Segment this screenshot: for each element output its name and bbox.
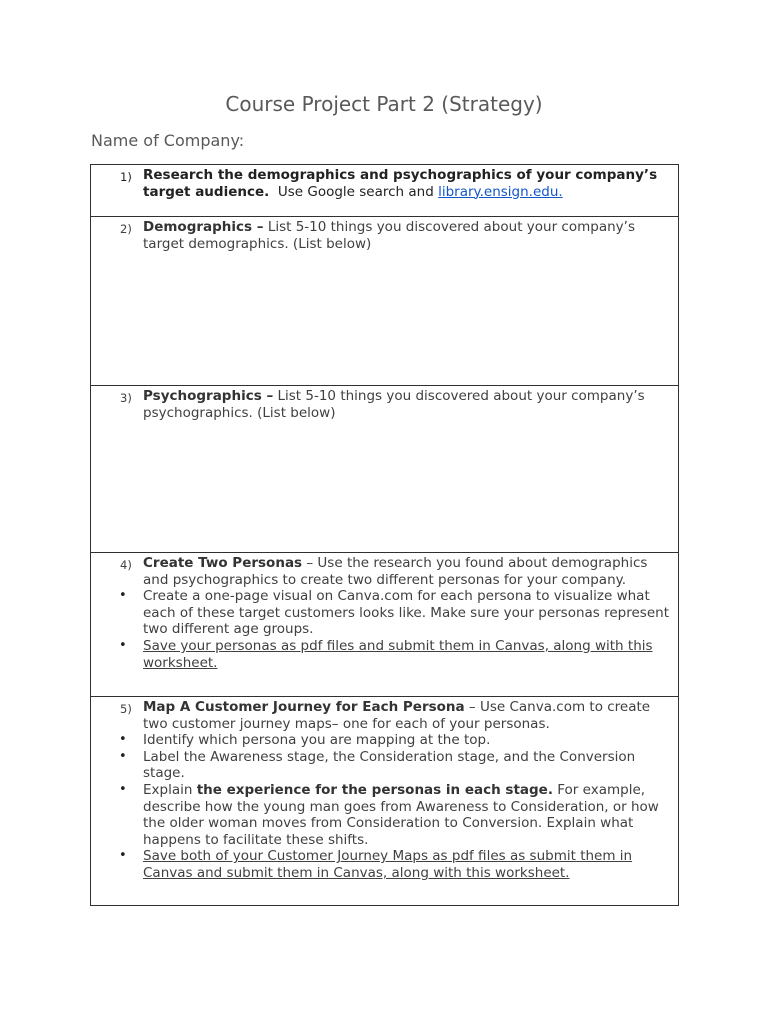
- bullet-list: [119, 732, 672, 881]
- step-number: 3): [120, 391, 132, 405]
- library-link[interactable]: library.ensign.edu.: [438, 183, 563, 200]
- company-name-label: Name of Company:: [91, 131, 245, 150]
- step-3: [91, 386, 678, 421]
- step-1: [91, 165, 678, 200]
- instructions-table: [90, 164, 679, 906]
- step-heading: Psychographics –: [143, 388, 274, 404]
- step-content: [143, 165, 672, 200]
- step-number: 2): [120, 222, 132, 236]
- step-heading: Create Two Personas: [143, 555, 303, 571]
- step-content: [143, 386, 672, 421]
- step-content: [119, 553, 672, 671]
- table-row: [91, 165, 679, 217]
- step-2: [91, 217, 678, 252]
- step-heading: Research the demographics and psychographics of your company’s target audience.: [143, 167, 658, 200]
- step-5: [91, 697, 678, 882]
- step-text: – Use the research you found about demographics and psychographics to create two different personas for your company.: [143, 555, 648, 588]
- list-item: • Identify which persona you are mapping at the top.: [119, 732, 491, 749]
- step-4: [91, 553, 678, 671]
- bullet-icon: •: [119, 588, 127, 604]
- step-text: List 5-10 things you discovered about your company’s target demographics. (List below): [143, 219, 635, 252]
- page-title: Course Project Part 2 (Strategy): [225, 92, 543, 116]
- table-row: [91, 697, 679, 906]
- step-text: List 5-10 things you discovered about your company’s psychographics. (List below): [143, 388, 645, 421]
- step-heading: Demographics –: [143, 219, 264, 235]
- table-row: [91, 553, 679, 697]
- bullet-icon: •: [119, 781, 127, 797]
- list-item: • Explain the experience for the personas in each stage. For example, describe how the young man goes from Awareness to Consideration, or how the older woman moves from Consideration to Conversion. Explain what happens to facilitate these shifts.: [119, 781, 659, 848]
- step-heading: Map A Customer Journey for Each Persona: [143, 699, 465, 715]
- bullet-icon: •: [119, 732, 127, 748]
- step-text: Use Google search and: [269, 183, 439, 200]
- list-item: • Save both of your Customer Journey Maps as pdf files as submit them in Canvas and submit them in Canvas, along with this worksheet.: [119, 848, 633, 881]
- bullet-icon: •: [119, 848, 127, 864]
- list-item: • Create a one-page visual on Canva.com for each persona to visualize what each of these target customers looks like. Make sure your personas represent two different age groups.: [119, 588, 669, 638]
- bullet-icon: •: [119, 748, 127, 764]
- table-row: [91, 386, 679, 553]
- step-content: [143, 217, 672, 252]
- step-number: 5): [120, 702, 132, 716]
- step-number: 1): [120, 170, 132, 184]
- step-content: [119, 697, 672, 882]
- list-item: • Save your personas as pdf files and submit them in Canvas, along with this worksheet.: [119, 637, 653, 671]
- table-row: [91, 217, 679, 386]
- step-text: – Use Canva.com to create two customer journey maps– one for each of your personas.: [143, 699, 651, 732]
- bullet-icon: •: [119, 637, 127, 653]
- bullet-list: [119, 588, 672, 671]
- step-number: 4): [120, 558, 132, 572]
- list-item: • Label the Awareness stage, the Consideration stage, and the Conversion stage.: [119, 748, 636, 782]
